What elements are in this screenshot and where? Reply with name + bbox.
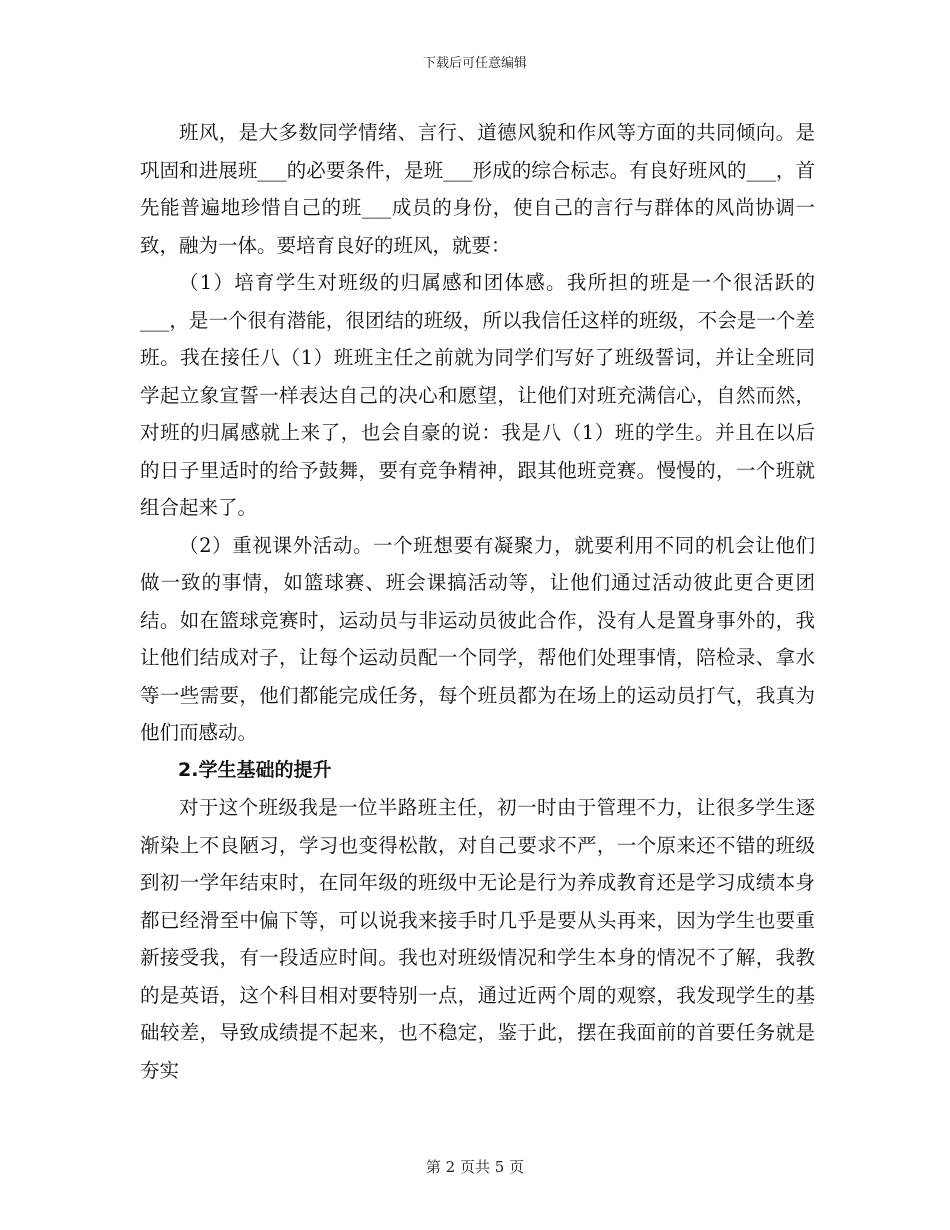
paragraph-extracurricular: （2）重视课外活动。一个班想要有凝聚力，就要利用不同的机会让他们做一致的事情，如篮球赛、班会课搞活动等，让他们通过活动彼此更合更团结。如在篮球竞赛时，运动员与非运动员彼此合作，没有人是置身事外的，我让他们结成对子，让每个运动员配一个同学，帮他们处理事情，陪检录、拿水等一些需要，他们都能完成任务，每个班员都为在场上的运动员打气，我真为他们而感动。 <box>140 533 815 744</box>
paragraph-belonging: （1）培育学生对班级的归属感和团体感。我所担的班是一个很活跃的___，是一个很有潜能，很团结的班级，所以我信任这样的班级，不会是一个差班。我在接任八（1）班班主任之前就为同学们写好了班级誓词，并让全班同学起立象宣誓一样表达自己的决心和愿望，让他们对班充满信心，自然而然，对班的归属感就上来了，也会自豪的说：我是八（1）班的学生。并且在以后的日子里适时的给予鼓舞，要有竞争精神，跟其他班竞赛。慢慢的，一个班就组合起来了。 <box>140 271 815 519</box>
page-header: 下载后可任意编辑 <box>422 56 527 71</box>
section-heading: 2.学生基础的提升 <box>178 758 332 781</box>
document-body <box>140 114 815 1089</box>
paragraph-class-spirit: 班风，是大多数同学情绪、言行、道德风貌和作风等方面的共同倾向。是巩固和进展班___的必要条件，是班___形成的综合标志。有良好班风的___，首先能普遍地珍惜自己的班___成员的身份，使自己的言行与群体的风尚协调一致，融为一体。要培育良好的班风，就要： <box>140 121 815 257</box>
page-number: 第 2 页共 5 页 <box>425 1158 525 1176</box>
paragraph-student-foundation: 对于这个班级我是一位半路班主任，初一时由于管理不力，让很多学生逐渐染上不良陋习，学习也变得松散，对自己要求不严，一个原来还不错的班级到初一学年结束时，在同年级的班级中无论是行为养成教育还是学习成绩本身都已经滑至中偏下等，可以说我来接手时几乎是要从头再来，因为学生也要重新接受我，有一段适应时间。我也对班级情况和学生本身的情况不了解，我教的是英语，这个科目相对要特别一点，通过近两个周的观察，我发现学生的基础较差，导致成绩提不起来，也不稳定，鉴于此，摆在我面前的首要任务就是夯实 <box>140 796 815 1082</box>
